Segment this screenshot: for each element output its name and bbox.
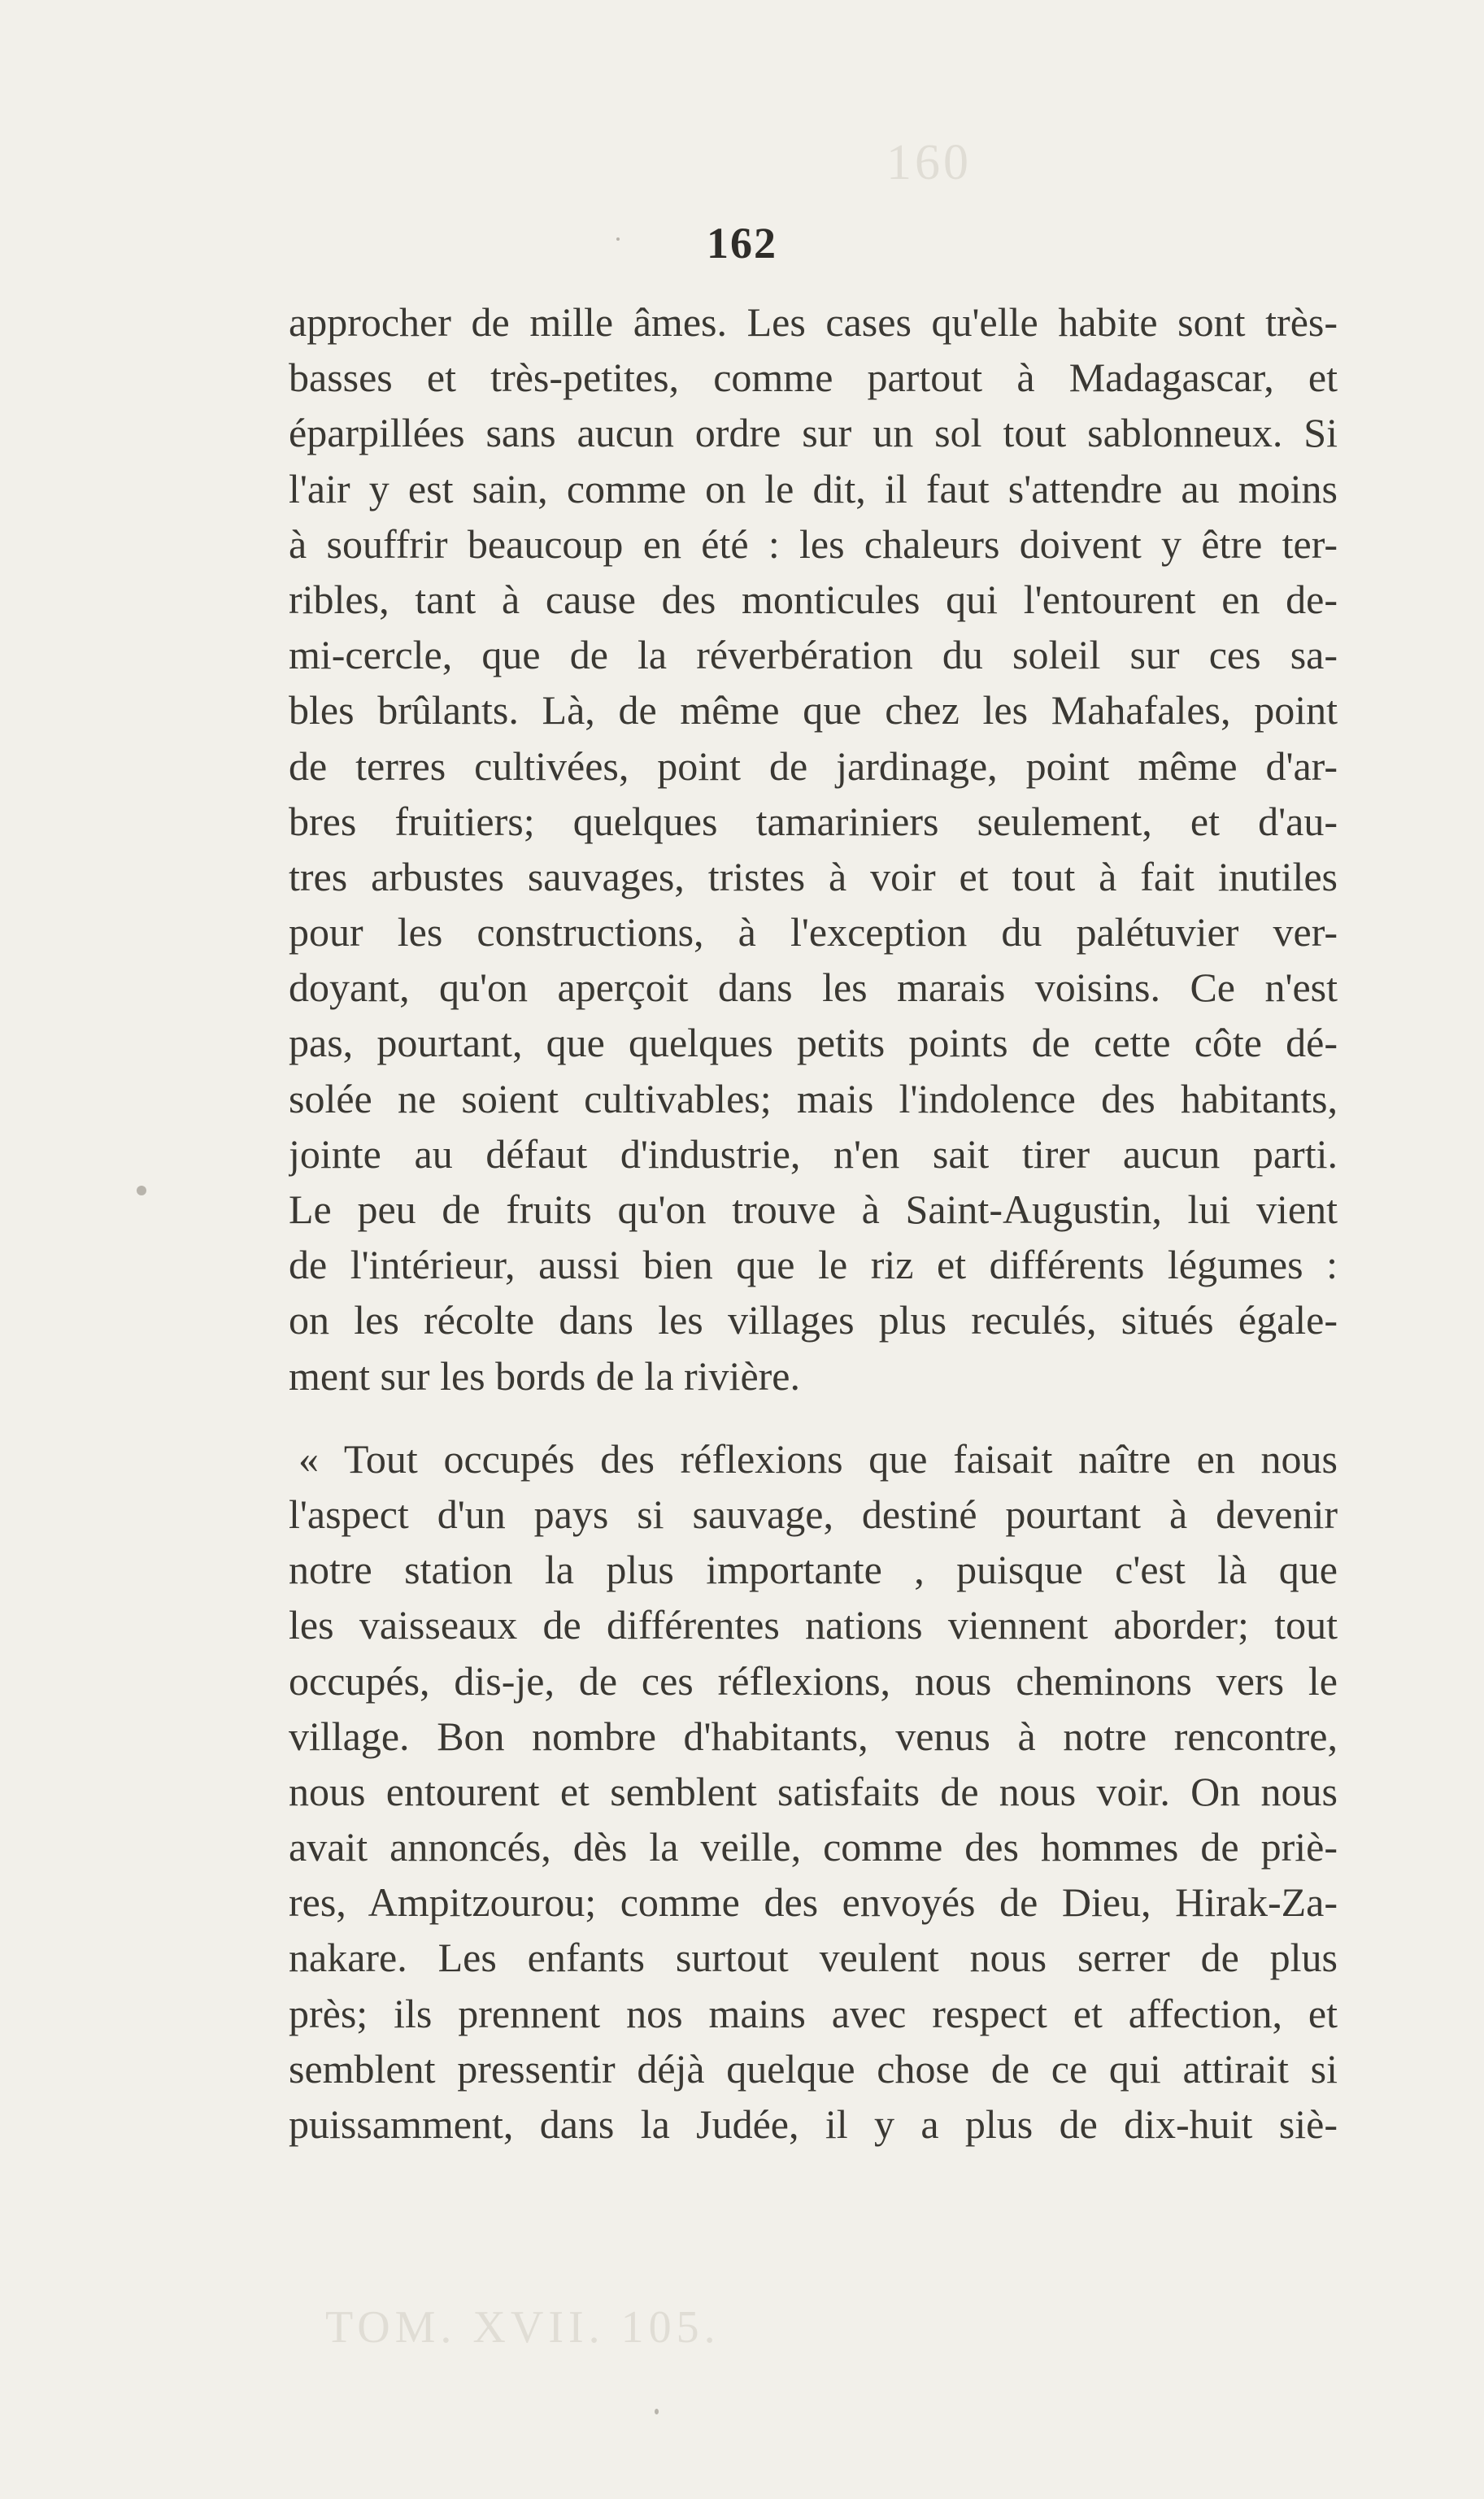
- text-line: nous entourent et semblent satisfaits de nous voir. On nous: [289, 1768, 1338, 1814]
- text-line: ment sur les bords de la rivière.: [289, 1352, 800, 1399]
- paragraph-gap: [289, 1404, 1338, 1431]
- text-line: occupés, dis-je, de ces réflexions, nous cheminons vers le: [289, 1657, 1338, 1704]
- text-line: mi-cercle, que de la réverbération du soleil sur ces sa-: [289, 632, 1338, 678]
- bleed-through-footer: TOM. XVII. 105.: [325, 2302, 720, 2353]
- text-line: de l'intérieur, aussi bien que le riz et différents légumes :: [289, 1242, 1338, 1288]
- paragraph: [289, 294, 1338, 1404]
- text-line: près; ils prennent nos mains avec respect et affection, et: [289, 1990, 1338, 2036]
- text-line: à souffrir beaucoup en été : les chaleurs doivent y être ter-: [289, 520, 1338, 567]
- text-line: approcher de mille âmes. Les cases qu'elle habite sont très-: [289, 299, 1338, 345]
- text-line: semblent pressentir déjà quelque chose de ce qui attirait si: [289, 2045, 1338, 2092]
- paper-speck: [655, 2409, 659, 2414]
- bleed-through-page-number: 160: [886, 135, 972, 190]
- text-line: doyant, qu'on aperçoit dans les marais voisins. Ce n'est: [289, 964, 1338, 1011]
- text-line: nakare. Les enfants surtout veulent nous serrer de plus: [289, 1935, 1338, 1981]
- text-line: les vaisseaux de différentes nations viennent aborder; tout: [289, 1602, 1338, 1648]
- text-line: bres fruitiers; quelques tamariniers seulement, et d'au-: [289, 798, 1338, 844]
- text-line: avait annoncés, dès la veille, comme des hommes de priè-: [289, 1824, 1338, 1870]
- page-number: 162: [707, 219, 777, 268]
- text-line: on les récolte dans les villages plus reculés, situés égale-: [289, 1297, 1338, 1343]
- text-line: « Tout occupés des réflexions que faisait naître en nous: [298, 1435, 1338, 1482]
- text-line: ribles, tant à cause des monticules qui l'entourent en de-: [289, 576, 1338, 622]
- text-line: res, Ampitzourou; comme des envoyés de Dieu, Hirak-Za-: [289, 1879, 1338, 1926]
- text-line: pas, pourtant, que quelques petits points de cette côte dé-: [289, 1020, 1338, 1066]
- text-line: solée ne soient cultivables; mais l'indolence des habitants,: [289, 1075, 1338, 1121]
- text-line: l'aspect d'un pays si sauvage, destiné pourtant à devenir: [289, 1491, 1338, 1537]
- text-line: puissamment, dans la Judée, il y a plus de dix-huit siè-: [289, 2101, 1338, 2147]
- text-line: notre station la plus importante , puisque c'est là que: [289, 1547, 1338, 1593]
- text-line: village. Bon nombre d'habitants, venus à notre rencontre,: [289, 1713, 1338, 1759]
- text-line: l'air y est sain, comme on le dit, il faut s'attendre au moins: [289, 465, 1338, 512]
- text-line: éparpillées sans aucun ordre sur un sol tout sablonneux. Si: [289, 410, 1338, 456]
- text-line: jointe au défaut d'industrie, n'en sait tirer aucun parti.: [289, 1130, 1338, 1177]
- text-line: basses et très-petites, comme partout à Madagascar, et: [289, 355, 1338, 401]
- text-line: bles brûlants. Là, de même que chez les Mahafales, point: [289, 687, 1338, 734]
- text-line: pour les constructions, à l'exception du palétuvier ver-: [289, 909, 1338, 956]
- text-line: Le peu de fruits qu'on trouve à Saint-Augustin, lui vient: [289, 1186, 1338, 1232]
- paragraph: [289, 1431, 1338, 2152]
- paper-speck: [137, 1186, 146, 1195]
- body-text: [289, 294, 1338, 2152]
- text-line: tres arbustes sauvages, tristes à voir et tout à fait inutiles: [289, 853, 1338, 899]
- text-line: de terres cultivées, point de jardinage, point même d'ar-: [289, 742, 1338, 789]
